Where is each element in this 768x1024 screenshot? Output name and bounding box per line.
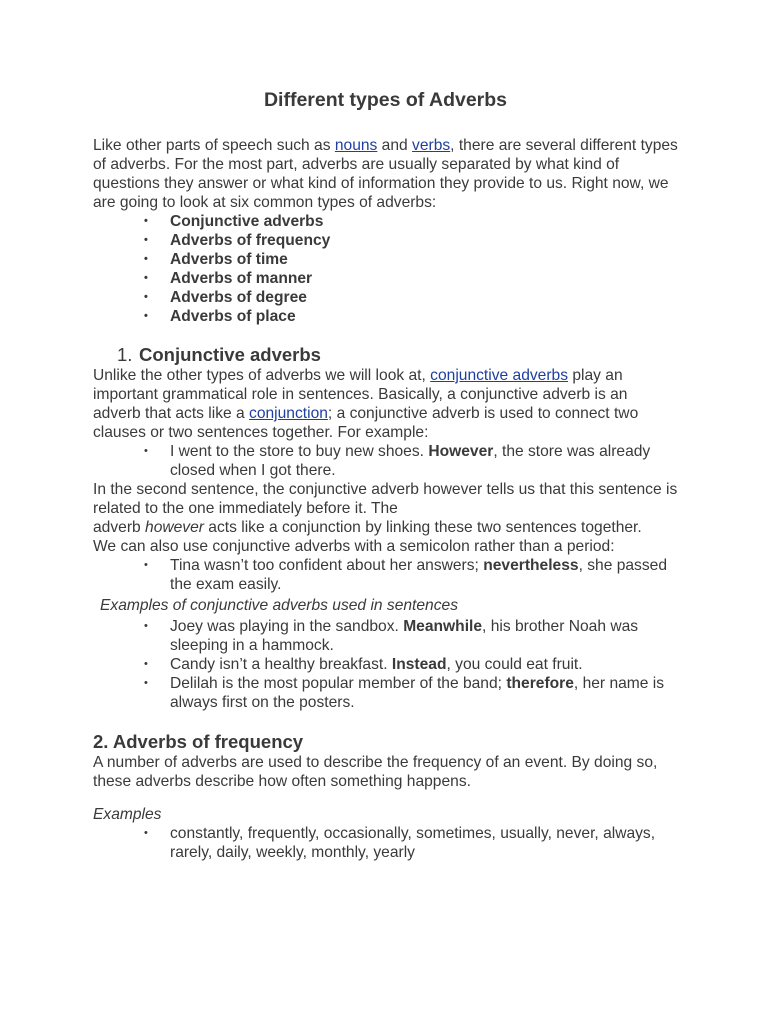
example-list: [93, 556, 678, 594]
example-text: Candy isn’t a healthy breakfast.: [170, 656, 392, 673]
list-item-label: Adverbs of degree: [170, 289, 307, 306]
list-item: [144, 307, 678, 326]
paragraph-text: Unlike the other types of adverbs we will look at,: [93, 367, 431, 384]
example-text: Joey was playing in the sandbox.: [170, 618, 404, 635]
list-item: [144, 442, 678, 480]
example-text: I went to the store to buy new shoes.: [170, 443, 429, 460]
intro-text: and: [377, 137, 413, 154]
list-item: [144, 212, 678, 231]
example-adverb: However: [428, 443, 494, 460]
list-item-label: Adverbs of place: [170, 308, 296, 325]
paragraph-text: acts like a conjunction by linking these two sentences together.: [203, 519, 642, 536]
example-text: , his brother Noah was sleeping in a hammock.: [170, 618, 639, 654]
bullet-icon: •: [144, 272, 148, 284]
intro-text: Like other parts of speech such as: [93, 137, 335, 154]
bullet-icon: •: [144, 445, 148, 457]
paragraph-text: play an important grammatical role in sentences. Basically, a conjunctive adverb is an adverb that acts like a: [93, 367, 628, 422]
section-heading-conjunctive: [117, 344, 678, 366]
example-text: Delilah is the most popular member of the band;: [170, 675, 507, 692]
list-item: [144, 824, 678, 862]
example-text: , the store was already closed when I got there.: [170, 443, 651, 479]
list-item: [144, 617, 678, 655]
examples-heading: [93, 805, 678, 824]
conjunction-link[interactable]: conjunction: [249, 405, 328, 422]
adverb-types-list: [93, 212, 678, 326]
example-adverb: nevertheless: [483, 557, 579, 574]
bullet-icon: •: [144, 234, 148, 246]
frequency-examples-list: [93, 824, 678, 862]
nouns-link[interactable]: nouns: [334, 137, 378, 154]
list-item-label: Conjunctive adverbs: [170, 213, 324, 230]
sentence-examples-list: [93, 617, 678, 712]
section1-paragraph: [93, 518, 678, 537]
examples-heading-text: Examples: [93, 806, 162, 823]
bullet-icon: •: [144, 559, 148, 571]
example-list: [93, 442, 678, 480]
document-title: Different types of Adverbs: [263, 89, 508, 111]
section1-paragraph: We can also use conjunctive adverbs with a semicolon rather than a period:: [93, 538, 615, 555]
bullet-icon: •: [144, 620, 148, 632]
bullet-icon: •: [144, 215, 148, 227]
bullet-icon: •: [144, 827, 148, 839]
section2-paragraph: A number of adverbs are used to describe the frequency of an event. By doing so, these adverbs describe how often something happens.: [93, 754, 658, 790]
section-heading-frequency: 2. Adverbs of frequency: [93, 731, 304, 752]
section1-paragraph: [93, 366, 678, 442]
list-item: [144, 655, 678, 674]
list-item: [144, 288, 678, 307]
section-heading-text: Conjunctive adverbs: [139, 344, 321, 365]
intro-paragraph: [93, 136, 678, 212]
bullet-icon: •: [144, 658, 148, 670]
bullet-icon: •: [144, 677, 148, 689]
verbs-link[interactable]: verbs: [412, 137, 451, 154]
conjunctive-adverbs-link[interactable]: conjunctive adverbs: [430, 367, 568, 384]
example-text: , you could eat fruit.: [446, 656, 583, 673]
examples-heading: Examples of conjunctive adverbs used in sentences: [100, 597, 458, 614]
list-item-label: Adverbs of time: [170, 251, 288, 268]
list-item: [144, 674, 678, 712]
example-text: , she passed the exam easily.: [170, 557, 668, 593]
list-item: [144, 556, 678, 594]
list-item: [144, 250, 678, 269]
example-adverb: Meanwhile: [403, 618, 483, 635]
bullet-icon: •: [144, 253, 148, 265]
example-text: Tina wasn’t too confident about her answers;: [170, 557, 484, 574]
intro-text: , there are several different types of adverbs. For the most part, adverbs are usually separated by what kind of questions they answer or what kind of information they provide to us. Right now, we are going to look at six common types of adverbs:: [93, 137, 678, 211]
example-text: constantly, frequently, occasionally, sometimes, usually, never, always, rarely, daily, weekly, monthly, yearly: [170, 825, 656, 861]
paragraph-text: ; a conjunctive adverb is used to connect two clauses or two sentences together. For example:: [93, 405, 639, 441]
section-number: 1.: [117, 344, 133, 365]
example-adverb: Instead: [391, 656, 447, 673]
section1-paragraph: In the second sentence, the conjunctive adverb however tells us that this sentence is related to the one immediately before it. The: [93, 481, 678, 517]
example-text: , her name is always first on the posters.: [170, 675, 665, 711]
example-adverb: therefore: [506, 675, 574, 692]
list-item-label: Adverbs of manner: [170, 270, 313, 287]
paragraph-text: adverb: [93, 519, 146, 536]
list-item-label: Adverbs of frequency: [170, 232, 331, 249]
bullet-icon: •: [144, 310, 148, 322]
list-item: [144, 231, 678, 250]
paragraph-italic: however: [145, 519, 204, 536]
bullet-icon: •: [144, 291, 148, 303]
list-item: [144, 269, 678, 288]
